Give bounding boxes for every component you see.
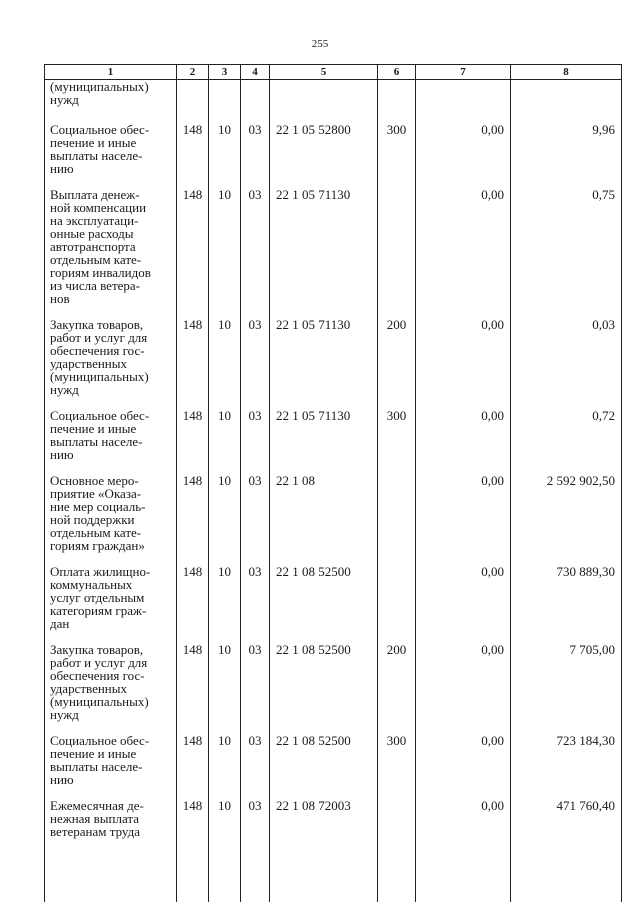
section-cell: 10 xyxy=(209,643,241,734)
page-number: 255 xyxy=(311,38,329,50)
subsection-cell: 03 xyxy=(241,318,270,409)
ministry-code-cell: 148 xyxy=(177,565,209,643)
expense-type-cell: 300 xyxy=(378,123,416,188)
target-article-cell: 22 1 08 xyxy=(270,474,378,565)
section-cell: 10 xyxy=(209,318,241,409)
amount-col7-cell: 0,00 xyxy=(416,409,511,474)
target-article-cell: 22 1 05 52800 xyxy=(270,123,378,188)
column-header: 3 xyxy=(209,65,241,80)
table-row xyxy=(45,409,622,474)
budget-table xyxy=(44,64,622,902)
section-cell: 10 xyxy=(209,565,241,643)
column-header: 5 xyxy=(270,65,378,80)
amount-col8-cell: 0,03 xyxy=(511,318,622,409)
target-article-cell: 22 1 08 52500 xyxy=(270,734,378,799)
item-name-cell: Оплата жилищно- коммунальных услуг отдельным категориям граж- дан xyxy=(45,565,177,643)
table-row xyxy=(45,565,622,643)
column-header: 6 xyxy=(378,65,416,80)
amount-col7-cell: 0,00 xyxy=(416,799,511,902)
subsection-cell: 03 xyxy=(241,474,270,565)
ministry-code-cell: 148 xyxy=(177,123,209,188)
target-article-cell: 22 1 05 71130 xyxy=(270,409,378,474)
table-row xyxy=(45,474,622,565)
expense-type-cell: 200 xyxy=(378,318,416,409)
ministry-code-cell: 148 xyxy=(177,409,209,474)
item-name-cell: Выплата денеж- ной компенсации на эксплуатаци- онные расходы автотранспорта отдельным кате- гориям инвалидов из числа ветера- нов xyxy=(45,188,177,318)
target-article-cell: 22 1 05 71130 xyxy=(270,188,378,318)
amount-col7-cell: 0,00 xyxy=(416,123,511,188)
subsection-cell xyxy=(241,80,270,124)
column-header: 2 xyxy=(177,65,209,80)
column-header: 4 xyxy=(241,65,270,80)
expense-type-cell xyxy=(378,799,416,902)
target-article-cell: 22 1 05 71130 xyxy=(270,318,378,409)
amount-col7-cell: 0,00 xyxy=(416,318,511,409)
item-name-cell: Социальное обес- печение и иные выплаты населе- нию xyxy=(45,123,177,188)
expense-type-cell xyxy=(378,80,416,124)
amount-col8-cell: 0,72 xyxy=(511,409,622,474)
table-row xyxy=(45,80,622,124)
expense-type-cell: 300 xyxy=(378,734,416,799)
section-cell: 10 xyxy=(209,734,241,799)
target-article-cell xyxy=(270,80,378,124)
item-name-cell: (муниципальных) нужд xyxy=(45,80,177,124)
ministry-code-cell: 148 xyxy=(177,474,209,565)
ministry-code-cell: 148 xyxy=(177,188,209,318)
subsection-cell: 03 xyxy=(241,409,270,474)
item-name-cell: Ежемесячная де- нежная выплата ветеранам труда xyxy=(45,799,177,902)
ministry-code-cell xyxy=(177,80,209,124)
subsection-cell: 03 xyxy=(241,188,270,318)
amount-col7-cell: 0,00 xyxy=(416,734,511,799)
subsection-cell: 03 xyxy=(241,565,270,643)
section-cell: 10 xyxy=(209,123,241,188)
expense-type-cell: 200 xyxy=(378,643,416,734)
amount-col8-cell: 9,96 xyxy=(511,123,622,188)
amount-col7-cell: 0,00 xyxy=(416,565,511,643)
amount-col7-cell: 0,00 xyxy=(416,643,511,734)
column-header: 8 xyxy=(511,65,622,80)
item-name-cell: Основное меро- приятие «Оказа- ние мер социаль- ной поддержки отдельным кате- гориям граждан» xyxy=(45,474,177,565)
subsection-cell: 03 xyxy=(241,123,270,188)
target-article-cell: 22 1 08 52500 xyxy=(270,565,378,643)
table-row xyxy=(45,123,622,188)
header-row xyxy=(45,65,622,80)
amount-col7-cell: 0,00 xyxy=(416,474,511,565)
section-cell xyxy=(209,80,241,124)
section-cell: 10 xyxy=(209,474,241,565)
expense-type-cell xyxy=(378,474,416,565)
table-row xyxy=(45,318,622,409)
column-header: 1 xyxy=(45,65,177,80)
expense-type-cell xyxy=(378,565,416,643)
column-header: 7 xyxy=(416,65,511,80)
item-name-cell: Закупка товаров, работ и услуг для обеспечения гос- ударственных (муниципальных) нужд xyxy=(45,318,177,409)
amount-col8-cell: 7 705,00 xyxy=(511,643,622,734)
ministry-code-cell: 148 xyxy=(177,734,209,799)
table-row xyxy=(45,734,622,799)
amount-col8-cell xyxy=(511,80,622,124)
section-cell: 10 xyxy=(209,188,241,318)
table-row xyxy=(45,643,622,734)
amount-col8-cell: 730 889,30 xyxy=(511,565,622,643)
amount-col7-cell xyxy=(416,80,511,124)
table-body xyxy=(45,80,622,903)
ministry-code-cell: 148 xyxy=(177,318,209,409)
expense-type-cell: 300 xyxy=(378,409,416,474)
item-name-cell: Социальное обес- печение и иные выплаты населе- нию xyxy=(45,409,177,474)
amount-col8-cell: 723 184,30 xyxy=(511,734,622,799)
amount-col8-cell: 2 592 902,50 xyxy=(511,474,622,565)
subsection-cell: 03 xyxy=(241,734,270,799)
amount-col8-cell: 0,75 xyxy=(511,188,622,318)
expense-type-cell xyxy=(378,188,416,318)
ministry-code-cell: 148 xyxy=(177,643,209,734)
section-cell: 10 xyxy=(209,409,241,474)
section-cell: 10 xyxy=(209,799,241,902)
subsection-cell: 03 xyxy=(241,643,270,734)
item-name-cell: Закупка товаров, работ и услуг для обеспечения гос- ударственных (муниципальных) нужд xyxy=(45,643,177,734)
table-row xyxy=(45,799,622,902)
table-row xyxy=(45,188,622,318)
target-article-cell: 22 1 08 52500 xyxy=(270,643,378,734)
subsection-cell: 03 xyxy=(241,799,270,902)
target-article-cell: 22 1 08 72003 xyxy=(270,799,378,902)
ministry-code-cell: 148 xyxy=(177,799,209,902)
item-name-cell: Социальное обес- печение и иные выплаты населе- нию xyxy=(45,734,177,799)
amount-col7-cell: 0,00 xyxy=(416,188,511,318)
amount-col8-cell: 471 760,40 xyxy=(511,799,622,902)
